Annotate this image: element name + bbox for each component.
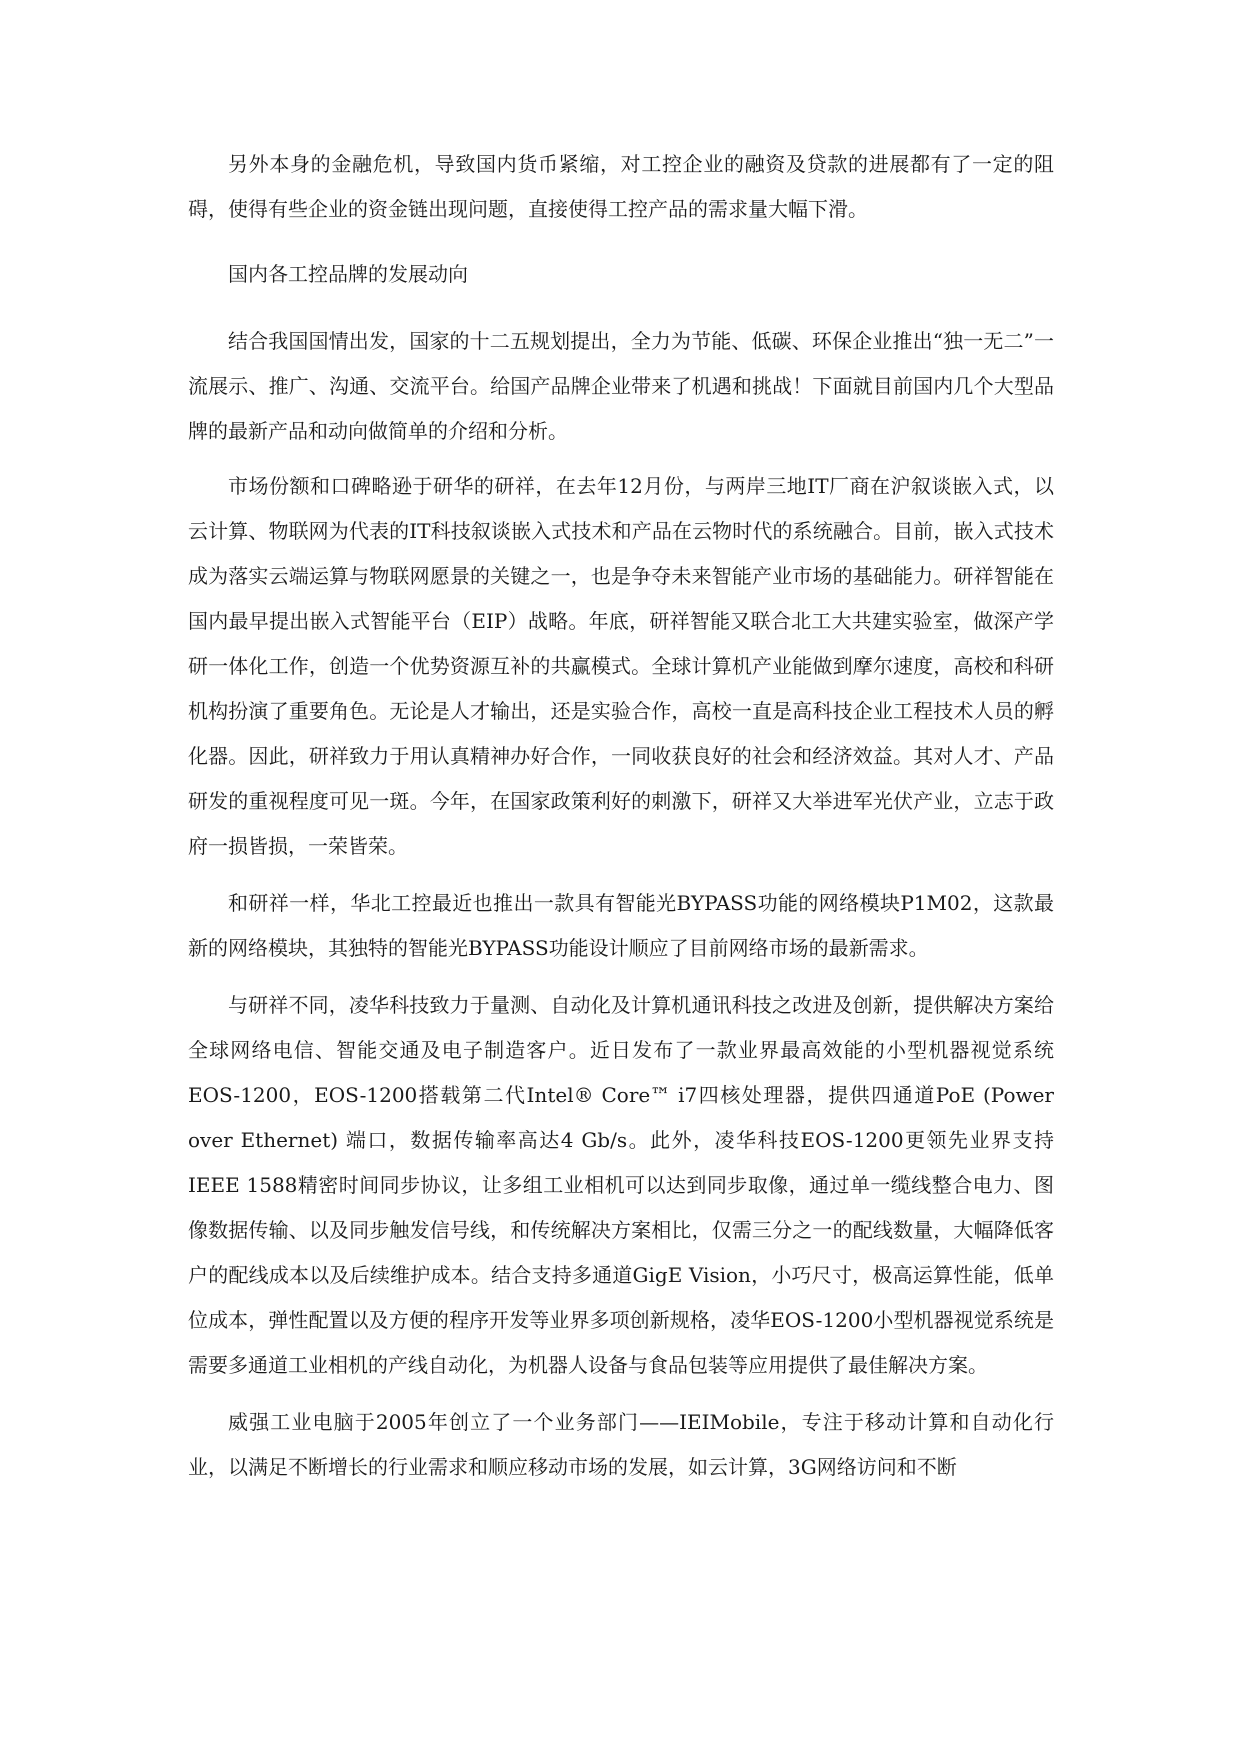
paragraph-north-china-control: 和研祥一样，华北工控最近也推出一款具有智能光BYPASS功能的网络模块P1M02，这款最新的网络模块，其独特的智能光BYPASS功能设计顺应了目前网络市场的最新需求。 (188, 891, 1054, 960)
document-page (188, 142, 1054, 1490)
section-heading: 国内各工控品牌的发展动向 (228, 262, 468, 286)
paragraph-adlink: 与研祥不同，凌华科技致力于量测、自动化及计算机通讯科技之改进及创新，提供解决方案给全球网络电信、智能交通及电子制造客户。近日发布了一款业界最高效能的小型机器视觉系统EOS-1200，EOS-1200搭载第二代Intel® Core™ i7四核处理器，提供四通道PoE (Power over Ethernet) 端口，数据传输率高达4 Gb/s。此外，凌华科技EOS-1200更领先业界支持IEEE 1588精密时间同步协议，让多组工业相机可以达到同步取像，通过单一缆线整合电力、图像数据传输、以及同步触发信号线，和传统解决方案相比，仅需三分之一的配线数量，大幅降低客户的配线成本以及后续维护成本。结合支持多通道GigE Vision，小巧尺寸，极高运算性能，低单位成本，弹性配置以及方便的程序开发等业界多项创新规格，凌华EOS-1200小型机器视觉系统是需要多通道工业相机的产线自动化，为机器人设备与食品包装等应用提供了最佳解决方案。 (188, 993, 1054, 1377)
paragraph-iei: 威强工业电脑于2005年创立了一个业务部门——IEIMobile，专注于移动计算和自动化行业，以满足不断增长的行业需求和顺应移动市场的发展，如云计算，3G网络访问和不断 (188, 1410, 1054, 1479)
paragraph-financial-crisis: 另外本身的金融危机，导致国内货币紧缩，对工控企业的融资及贷款的进展都有了一定的阻碍，使得有些企业的资金链出现问题，直接使得工控产品的需求量大幅下滑。 (188, 152, 1054, 221)
paragraph-five-year-plan: 结合我国国情出发，国家的十二五规划提出，全力为节能、低碳、环保企业推出“独一无二”一流展示、推广、沟通、交流平台。给国产品牌企业带来了机遇和挑战！下面就目前国内几个大型品牌的最新产品和动向做简单的介绍和分析。 (188, 329, 1054, 443)
paragraph-evoc: 市场份额和口碑略逊于研华的研祥，在去年12月份，与两岸三地IT厂商在沪叙谈嵌入式，以云计算、物联网为代表的IT科技叙谈嵌入式技术和产品在云物时代的系统融合。目前，嵌入式技术成为落实云端运算与物联网愿景的关键之一，也是争夺未来智能产业市场的基础能力。研祥智能在国内最早提出嵌入式智能平台（EIP）战略。年底，研祥智能又联合北工大共建实验室，做深产学研一体化工作，创造一个优势资源互补的共赢模式。全球计算机产业能做到摩尔速度，高校和科研机构扮演了重要角色。无论是人才输出，还是实验合作，高校一直是高科技企业工程技术人员的孵化器。因此，研祥致力于用认真精神办好合作，一同收获良好的社会和经济效益。其对人才、产品研发的重视程度可见一斑。今年，在国家政策利好的刺激下，研祥又大举进军光伏产业，立志于政府一损皆损，一荣皆荣。 (188, 474, 1054, 858)
